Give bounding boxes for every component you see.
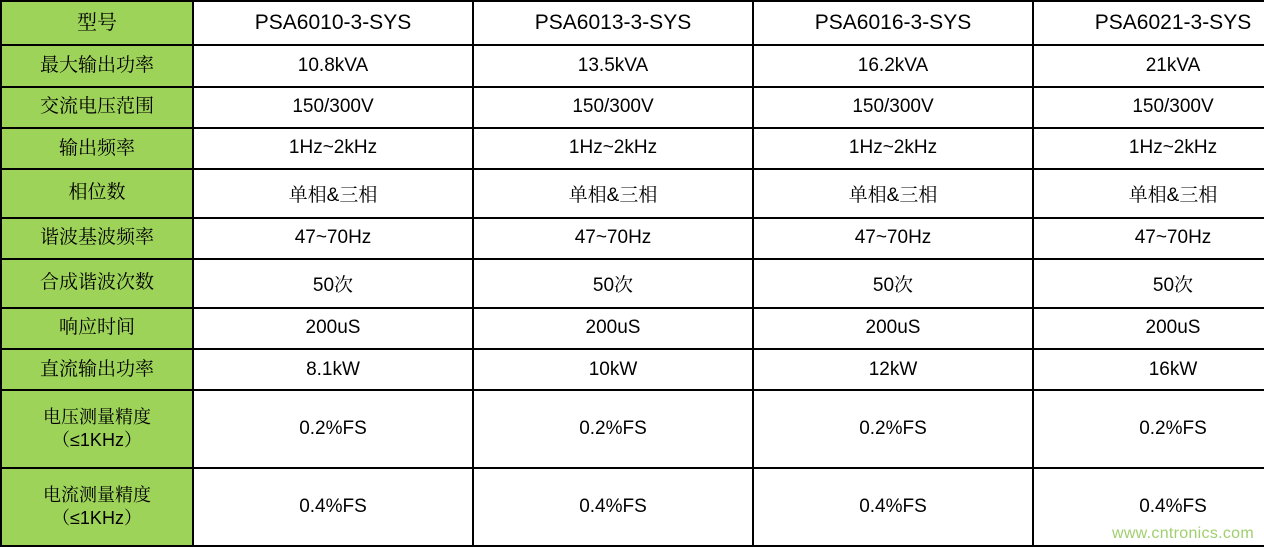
cell-value: 47~70Hz: [753, 218, 1033, 259]
cell-value: 47~70Hz: [473, 218, 753, 259]
cell-value: 200uS: [473, 308, 753, 349]
cell-value: 0.2%FS: [473, 390, 753, 468]
header-row-label: 型号: [1, 1, 193, 45]
cell-value: 16.2kVA: [753, 45, 1033, 86]
table-row: [1, 169, 1264, 218]
site-watermark: www.cntronics.com: [1111, 525, 1254, 542]
table-row: [1, 390, 1264, 468]
table-row: [1, 128, 1264, 169]
table-row: [1, 349, 1264, 390]
cell-value: 0.4%FS: [753, 468, 1033, 546]
cell-value: 12kW: [753, 349, 1033, 390]
row-label: [1, 468, 193, 546]
table-row: [1, 87, 1264, 128]
row-label: 相位数: [1, 169, 193, 218]
cell-value: 13.5kVA: [473, 45, 753, 86]
cell-value: 单相&三相: [193, 169, 473, 218]
cell-value: 0.4%FS: [193, 468, 473, 546]
table-row: [1, 308, 1264, 349]
cell-value: 150/300V: [1033, 87, 1264, 128]
cell-value: 200uS: [193, 308, 473, 349]
cell-value: 1Hz~2kHz: [473, 128, 753, 169]
header-model-2: PSA6013-3-SYS: [473, 1, 753, 45]
row-label: 交流电压范围: [1, 87, 193, 128]
cell-value: 1Hz~2kHz: [1033, 128, 1264, 169]
header-model-4: PSA6021-3-SYS: [1033, 1, 1264, 45]
cell-value: 50次: [473, 259, 753, 308]
header-model-1: PSA6010-3-SYS: [193, 1, 473, 45]
row-label-line1: 电流测量精度: [43, 484, 151, 505]
table-row: [1, 45, 1264, 86]
cell-value: 50次: [753, 259, 1033, 308]
row-label: 最大输出功率: [1, 45, 193, 86]
cell-value: 单相&三相: [473, 169, 753, 218]
cell-value: 50次: [1033, 259, 1264, 308]
row-label: [1, 390, 193, 468]
cell-value: 10.8kVA: [193, 45, 473, 86]
row-label: 合成谐波次数: [1, 259, 193, 308]
cell-value: 50次: [193, 259, 473, 308]
table-row: [1, 218, 1264, 259]
cell-value: 0.4%FS: [473, 468, 753, 546]
cell-value: 150/300V: [753, 87, 1033, 128]
row-label-line2: （≤1KHz）: [52, 430, 142, 451]
cell-value: 47~70Hz: [193, 218, 473, 259]
cell-value: 单相&三相: [1033, 169, 1264, 218]
row-label: 谐波基波频率: [1, 218, 193, 259]
row-label: 响应时间: [1, 308, 193, 349]
cell-value: 单相&三相: [753, 169, 1033, 218]
table-header-row: [1, 1, 1264, 45]
cell-value: 21kVA: [1033, 45, 1264, 86]
cell-value: 0.4%FS: [1033, 468, 1264, 546]
cell-value: 0.2%FS: [753, 390, 1033, 468]
cell-value: 0.2%FS: [193, 390, 473, 468]
row-label-line1: 电压测量精度: [43, 406, 151, 427]
cell-value: 200uS: [1033, 308, 1264, 349]
cell-value: 200uS: [753, 308, 1033, 349]
row-label: 输出频率: [1, 128, 193, 169]
cell-value: 150/300V: [193, 87, 473, 128]
cell-value: 150/300V: [473, 87, 753, 128]
cell-value: 16kW: [1033, 349, 1264, 390]
cell-value: 1Hz~2kHz: [753, 128, 1033, 169]
cell-value: 47~70Hz: [1033, 218, 1264, 259]
table-row: [1, 468, 1264, 546]
cell-value: 8.1kW: [193, 349, 473, 390]
header-model-3: PSA6016-3-SYS: [753, 1, 1033, 45]
row-label-line2: （≤1KHz）: [52, 508, 142, 529]
row-label: 直流输出功率: [1, 349, 193, 390]
cell-value: 1Hz~2kHz: [193, 128, 473, 169]
table-row: [1, 259, 1264, 308]
cell-value: 10kW: [473, 349, 753, 390]
cell-value: 0.2%FS: [1033, 390, 1264, 468]
